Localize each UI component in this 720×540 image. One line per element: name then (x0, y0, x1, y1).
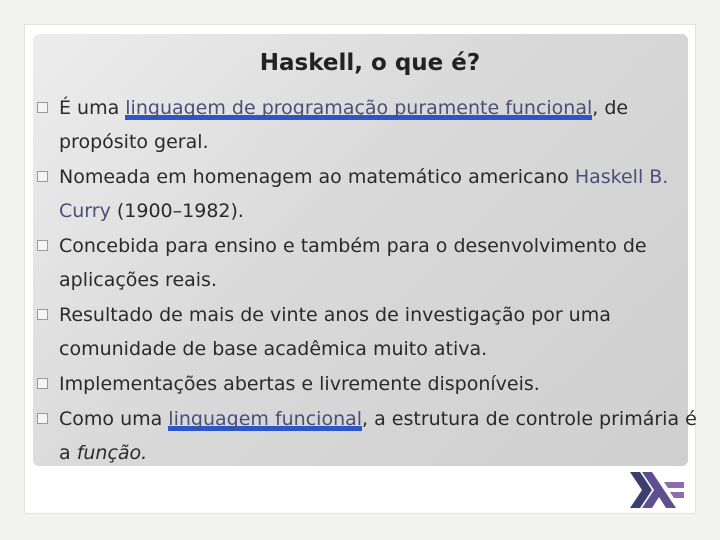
highlighted-name: Haskell B. Curry (59, 166, 669, 222)
checkbox-bullet-icon (37, 378, 48, 389)
linked-term: linguagem funcional (168, 408, 363, 430)
bullet-item (37, 367, 697, 401)
bullet-text: É uma (59, 97, 126, 119)
slide-title: Haskell, o que é? (259, 50, 481, 76)
bullet-text: Nomeada em homenagem ao matemático americano (59, 166, 575, 188)
checkbox-bullet-icon (37, 413, 48, 424)
bullet-item (37, 402, 697, 470)
bullet-item (37, 229, 697, 297)
bullet-text: Resultado de mais de vinte anos de investigação por uma comunidade de base acadêmica muito ativa. (59, 304, 611, 360)
haskell-logo-icon (626, 470, 686, 510)
bullet-text: função. (76, 442, 148, 464)
bullet-text: , a estrutura de controle primária é a (59, 408, 697, 464)
bullet-text: Concebida para ensino e também para o desenvolvimento de aplicações reais. (59, 235, 647, 291)
checkbox-bullet-icon (37, 309, 48, 320)
bullet-item (37, 91, 697, 159)
bullet-item (37, 298, 697, 366)
bullet-text: (1900–1982). (110, 200, 244, 222)
checkbox-bullet-icon (37, 102, 48, 113)
checkbox-bullet-icon (37, 240, 48, 251)
bullet-list (37, 91, 697, 471)
linked-term: linguagem de programação puramente funcional (125, 97, 593, 119)
bullet-text: , de propósito geral. (59, 97, 629, 153)
bullet-text: Implementações abertas e livremente disponíveis. (59, 373, 540, 395)
checkbox-bullet-icon (37, 171, 48, 182)
bullet-item (37, 160, 697, 228)
bullet-text: Como uma (59, 408, 169, 430)
